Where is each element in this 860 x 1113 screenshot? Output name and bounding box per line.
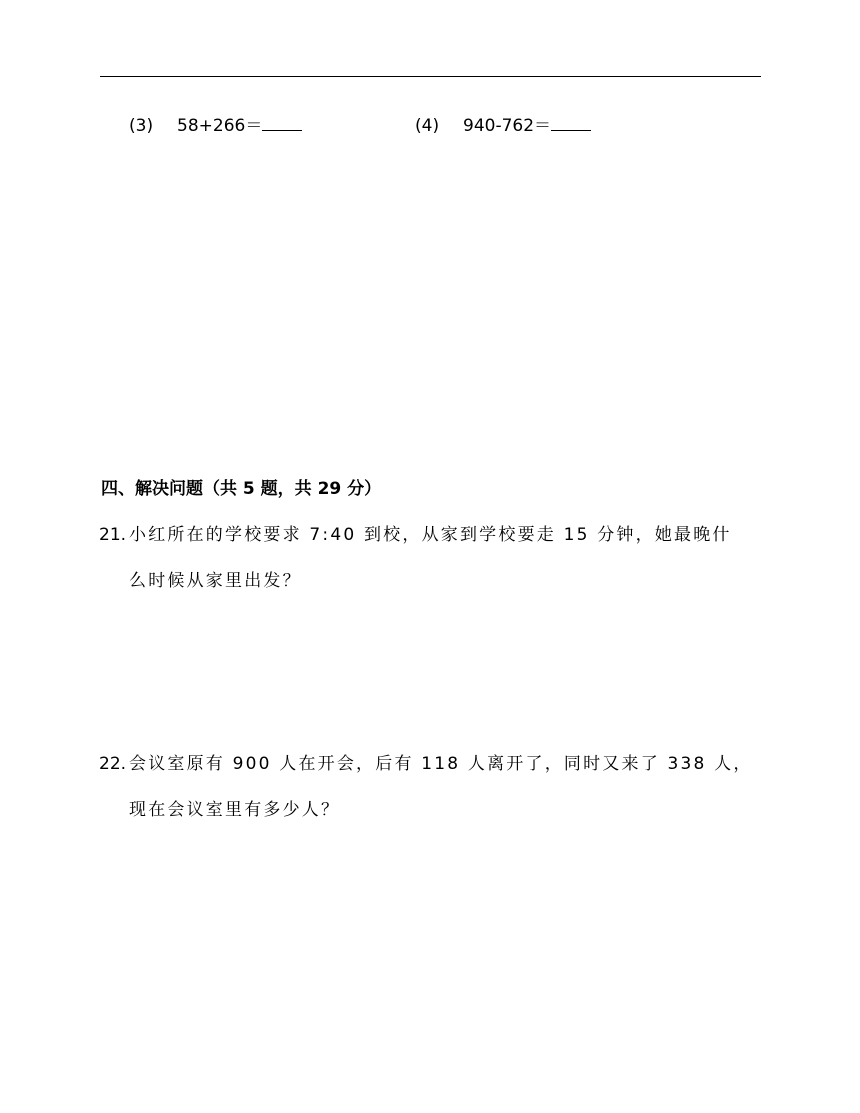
section-title: 四、解决问题（共 5 题，共 29 分） [101,479,382,499]
calculation-expression: 940-762＝ [463,116,552,136]
problem-number: 22. [99,754,127,774]
answer-blank[interactable] [551,112,591,131]
calculation-4 [415,112,591,138]
calculation-number: (3) [129,116,154,136]
calculation-3 [129,112,302,138]
calculation-expression: 58+266＝ [177,116,263,136]
header-rule [100,76,761,77]
problem-line-2: 么时候从家里出发？ [129,571,302,591]
problem-number: 21. [99,525,127,545]
problem-line-2: 现在会议室里有多少人？ [129,800,341,820]
problem-line-1 [99,523,732,547]
problem-text: 小红所在的学校要求 7:40 到校，从家到学校要走 15 分钟，她最晚什 [129,525,732,545]
answer-blank[interactable] [262,112,302,131]
problem-text: 会议室原有 900 人在开会，后有 118 人离开了，同时又来了 338 人， [129,754,753,774]
problem-line-1 [99,752,753,776]
calculation-number: (4) [415,116,440,136]
